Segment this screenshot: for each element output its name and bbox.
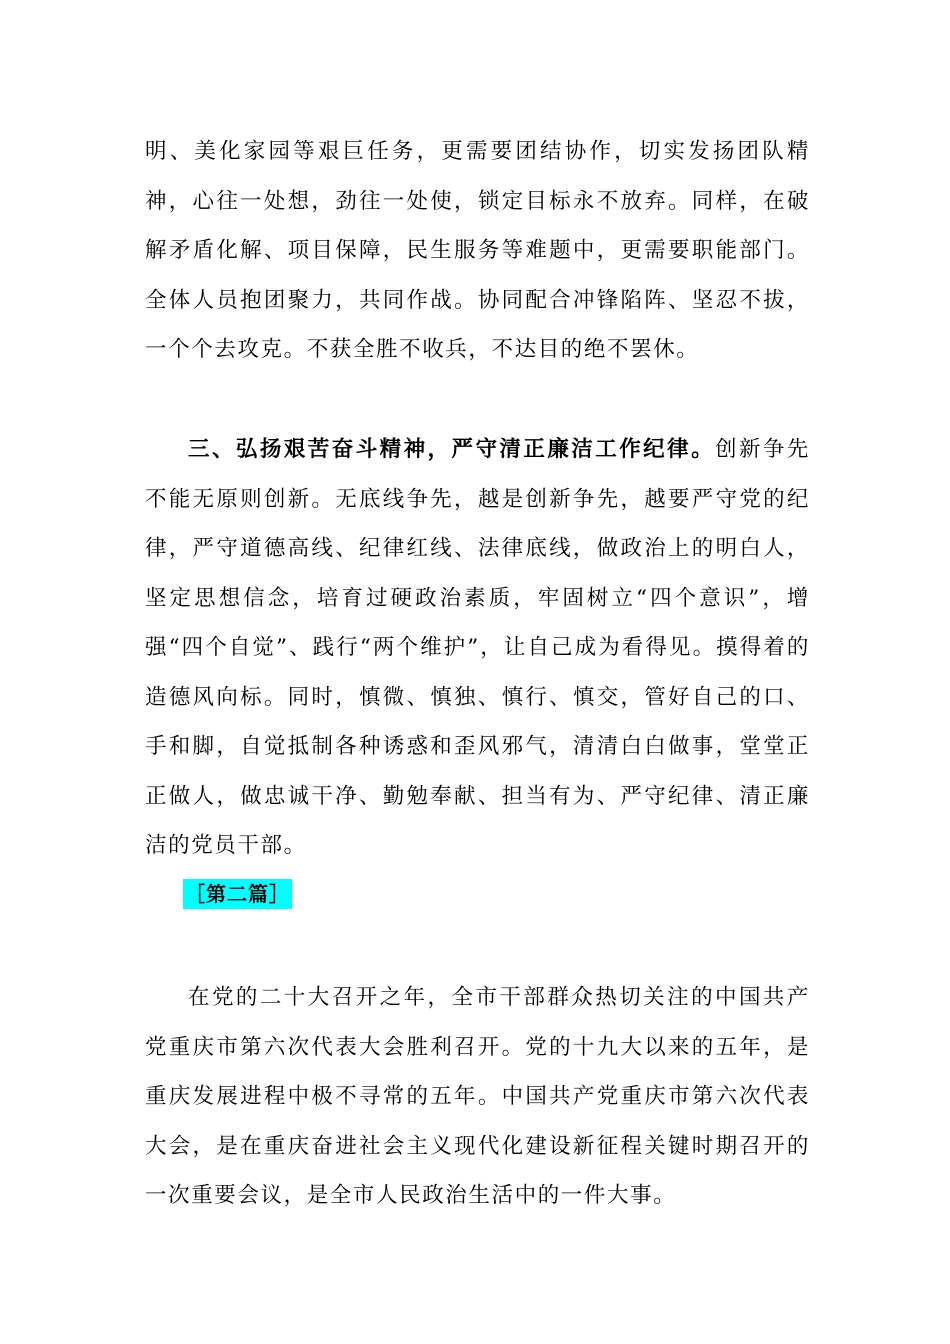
section-three-heading: 三、弘扬艰苦奋斗精神，严守清正廉洁工作纪律。 (188, 437, 716, 462)
section-three-body: 创新争先不能无原则创新。无底线争先，越是创新争先，越要严守党的纪律，严守道德高线、纪律红线、法律底线，做政治上的明白人，坚定思想信念，培育过硬政治素质，牢固树立“四个意识”，增强“四个自觉”、践行“两个维护”，让自己成为看得见。摸得着的造德风向标。同时，慎微、慎独、慎行、慎交，管好自己的口、手和脚，自觉抵制各种诱惑和歪风邪气，清清白白做事，堂堂正正做人，做忠诚干净、勤勉奉献、担当有为、严守纪律、清正廉洁的党员干部。 (145, 437, 810, 858)
section-tag-second-article: ［第二篇］ (183, 879, 292, 909)
paragraph-second-article: 在党的二十大召开之年，全市干部群众热切关注的中国共产党重庆市第六次代表大会胜利召开。党的十九大以来的五年，是重庆发展进程中极不寻常的五年。中国共产党重庆市第六次代表大会，是在重庆奋进社会主义现代化建设新征程关键时期召开的一次重要会议，是全市人民政治生活中的一件大事。 (145, 985, 810, 1208)
paragraph-continuation: 明、美化家园等艰巨任务，更需要团结协作，切实发扬团队精神，心往一处想，劲往一处使，锁定目标永不放弃。同样，在破解矛盾化解、项目保障，民生服务等难题中，更需要职能部门。全体人员抱团聚力，共同作战。协同配合冲锋陷阵、坚忍不拔，一个个去攻克。不获全胜不收兵，不达目的绝不罢休。 (145, 139, 810, 362)
paragraph-section-three (145, 425, 810, 871)
